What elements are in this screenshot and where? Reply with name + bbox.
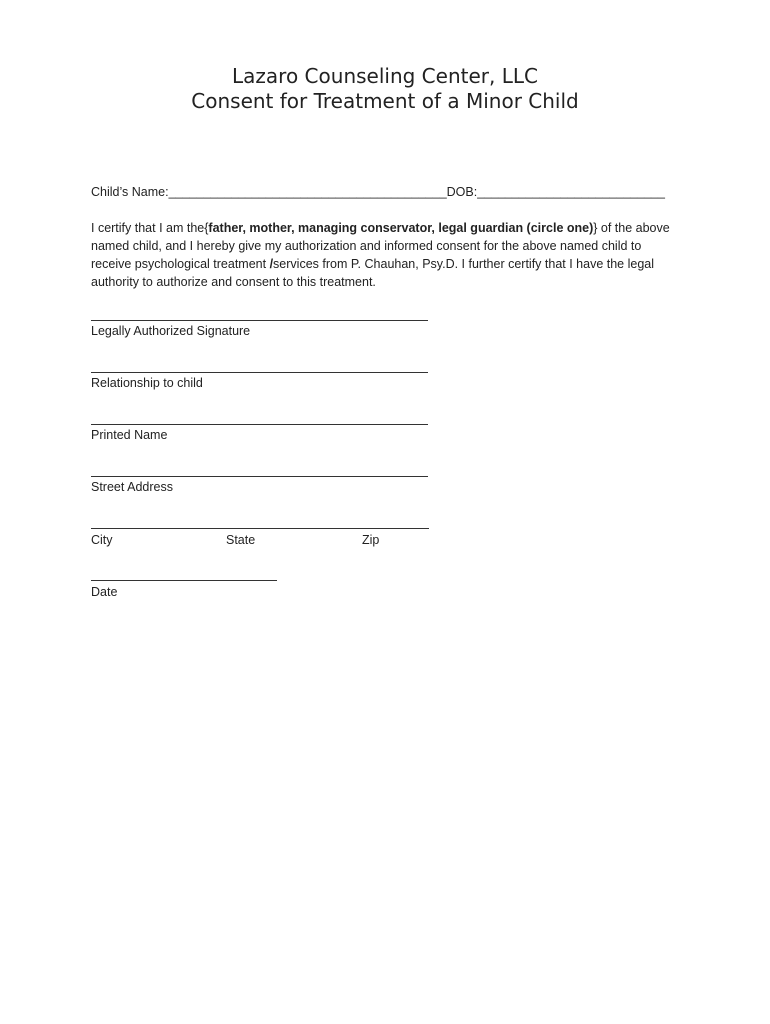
- consent-paragraph: [91, 219, 681, 291]
- relationship-label: Relationship to child: [91, 376, 203, 390]
- state-label: State: [226, 533, 256, 547]
- city-label: City: [91, 533, 113, 547]
- printed-name-line[interactable]: [91, 424, 428, 425]
- street-address-line[interactable]: [91, 476, 428, 477]
- street-address-label: Street Address: [91, 480, 173, 494]
- signature-line[interactable]: [91, 320, 428, 321]
- printed-name-label: Printed Name: [91, 428, 168, 442]
- signature-label: Legally Authorized Signature: [91, 324, 251, 338]
- consent-text-part2: } of the above named child, and I hereby give my authorization and informed consent for the above named child to receive psychological treatment: [91, 221, 670, 271]
- child-info-row: [91, 185, 665, 199]
- consent-text-part3: services from P. Chauhan, Psy.D. I further certify that I have the legal authority to authorize and consent to this treatment.: [91, 257, 655, 289]
- dob-blank[interactable]: ___________________________: [477, 185, 665, 199]
- zip-label: Zip: [362, 533, 380, 547]
- org-title: Lazaro Counseling Center, LLC: [232, 64, 538, 88]
- relationship-line[interactable]: [91, 372, 428, 373]
- child-name-blank[interactable]: ________________________________________: [168, 185, 447, 199]
- date-line[interactable]: [91, 580, 277, 581]
- relationship-options: father, mother, managing conservator, legal guardian (circle one): [208, 221, 594, 235]
- child-name-label: Child’s Name:: [91, 185, 169, 199]
- form-title: Consent for Treatment of a Minor Child: [191, 89, 579, 113]
- consent-text-part1: I certify that I am the{: [91, 221, 209, 235]
- date-label: Date: [91, 585, 118, 599]
- city-state-zip-line[interactable]: [91, 528, 429, 529]
- dob-label: DOB:: [446, 185, 478, 199]
- slash-mark: /: [269, 257, 274, 271]
